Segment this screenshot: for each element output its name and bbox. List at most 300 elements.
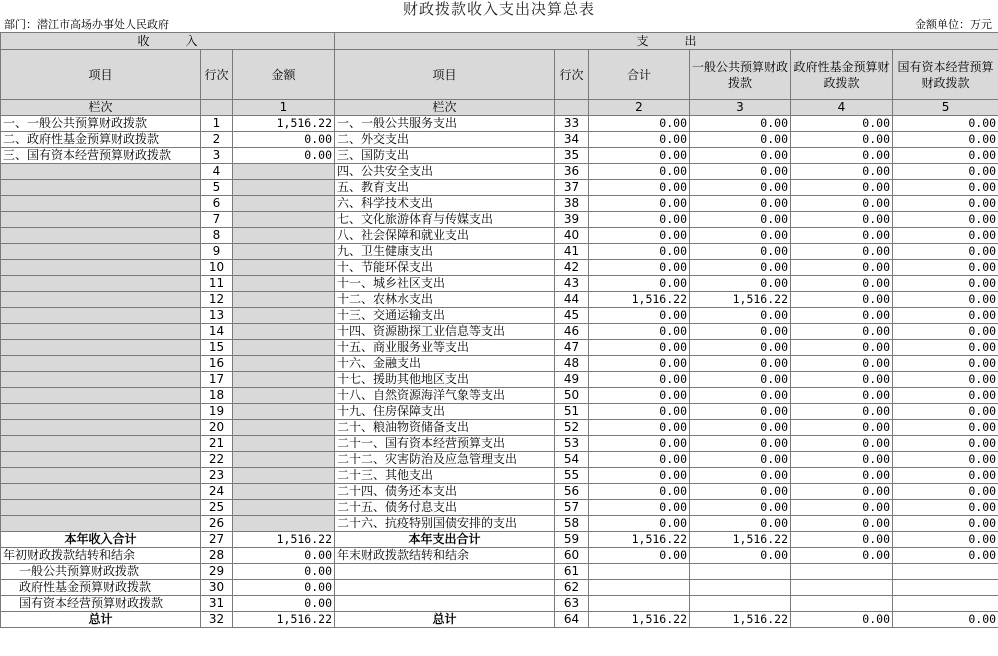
expense-item-cell: 十、节能环保支出 xyxy=(335,260,555,276)
expense-item-cell: 八、社会保障和就业支出 xyxy=(335,228,555,244)
income-line-no: 21 xyxy=(201,436,233,452)
general-value: 0.00 xyxy=(690,228,791,244)
expense-item-cell: 二十三、其他支出 xyxy=(335,468,555,484)
total-value: 0.00 xyxy=(589,132,690,148)
general-value: 0.00 xyxy=(690,468,791,484)
state-capital-value: 0.00 xyxy=(893,548,998,564)
table-row xyxy=(1,260,998,276)
total-value: 0.00 xyxy=(589,436,690,452)
total-value: 0.00 xyxy=(589,484,690,500)
general-budget-header: 一般公共预算财政拨款 xyxy=(690,50,791,100)
state-capital-value: 0.00 xyxy=(893,372,998,388)
gov-fund-header: 政府性基金预算财政拨款 xyxy=(791,50,893,100)
empty-cell xyxy=(893,580,998,596)
income-item-cell xyxy=(1,180,201,196)
expense-item-cell: 十三、交通运输支出 xyxy=(335,308,555,324)
expense-line-no: 40 xyxy=(555,228,589,244)
total-value: 0.00 xyxy=(589,420,690,436)
gov-fund-value: 0.00 xyxy=(791,132,893,148)
expense-line-no: 37 xyxy=(555,180,589,196)
total-value: 0.00 xyxy=(589,404,690,420)
income-line-no: 8 xyxy=(201,228,233,244)
expense-line-no: 55 xyxy=(555,468,589,484)
expense-line-no: 53 xyxy=(555,436,589,452)
expense-line-header: 行次 xyxy=(555,50,589,100)
income-item-cell xyxy=(1,228,201,244)
expense-line-no: 38 xyxy=(555,196,589,212)
general-value: 1,516.22 xyxy=(690,612,791,628)
income-line-header: 行次 xyxy=(201,50,233,100)
table-row xyxy=(1,436,998,452)
state-capital-value: 0.00 xyxy=(893,324,998,340)
expense-line-no: 43 xyxy=(555,276,589,292)
empty-cell xyxy=(690,596,791,612)
expense-item-cell: 二十四、债务还本支出 xyxy=(335,484,555,500)
income-lanci-label: 栏次 xyxy=(1,100,201,116)
gov-fund-value: 0.00 xyxy=(791,612,893,628)
income-carryover-label: 年初财政拨款结转和结余 xyxy=(1,548,201,564)
income-amount-cell xyxy=(233,516,335,532)
income-item-cell xyxy=(1,468,201,484)
expense-line-no: 45 xyxy=(555,308,589,324)
income-item-cell xyxy=(1,388,201,404)
total-value: 0.00 xyxy=(589,308,690,324)
department-label: 部门：潜江市高场办事处人民政府 xyxy=(4,18,169,31)
state-capital-value: 0.00 xyxy=(893,212,998,228)
expense-line-no: 61 xyxy=(555,564,589,580)
table-footer xyxy=(1,532,998,628)
table-row xyxy=(1,196,998,212)
sub-item-amount: 0.00 xyxy=(233,596,335,612)
expense-item-cell: 十六、金融支出 xyxy=(335,356,555,372)
income-amount-cell xyxy=(233,228,335,244)
empty-cell xyxy=(589,564,690,580)
income-amount-cell xyxy=(233,212,335,228)
total-value: 0.00 xyxy=(589,228,690,244)
gov-fund-value: 0.00 xyxy=(791,324,893,340)
income-amount-cell xyxy=(233,452,335,468)
income-item-cell: 二、政府性基金预算财政拨款 xyxy=(1,132,201,148)
income-line-no: 28 xyxy=(201,548,233,564)
expense-line-no: 36 xyxy=(555,164,589,180)
income-line-no: 2 xyxy=(201,132,233,148)
table-row xyxy=(1,308,998,324)
income-item-cell xyxy=(1,484,201,500)
table-row xyxy=(1,244,998,260)
income-amount-cell xyxy=(233,340,335,356)
total-value: 0.00 xyxy=(589,340,690,356)
gov-fund-value: 0.00 xyxy=(791,484,893,500)
general-value: 1,516.22 xyxy=(690,292,791,308)
income-item-cell xyxy=(1,436,201,452)
income-amount-cell xyxy=(233,164,335,180)
income-item-cell: 一、一般公共预算财政拨款 xyxy=(1,116,201,132)
expense-line-no: 41 xyxy=(555,244,589,260)
expense-item-cell: 十四、资源勘探工业信息等支出 xyxy=(335,324,555,340)
gov-fund-value: 0.00 xyxy=(791,196,893,212)
total-value: 0.00 xyxy=(589,276,690,292)
report-meta xyxy=(0,18,998,32)
gov-fund-value: 0.00 xyxy=(791,516,893,532)
table-row xyxy=(1,420,998,436)
income-item-cell: 三、国有资本经营预算财政拨款 xyxy=(1,148,201,164)
expense-item-cell: 十八、自然资源海洋气象等支出 xyxy=(335,388,555,404)
state-capital-value: 0.00 xyxy=(893,132,998,148)
state-capital-value: 0.00 xyxy=(893,196,998,212)
income-line-no: 29 xyxy=(201,564,233,580)
income-line-no: 22 xyxy=(201,452,233,468)
general-value: 0.00 xyxy=(690,276,791,292)
state-capital-value: 0.00 xyxy=(893,452,998,468)
income-item-cell xyxy=(1,372,201,388)
total-value: 0.00 xyxy=(589,212,690,228)
empty-cell xyxy=(335,564,555,580)
general-value: 0.00 xyxy=(690,548,791,564)
expense-line-no: 47 xyxy=(555,340,589,356)
income-amount-cell xyxy=(233,372,335,388)
gov-fund-value: 0.00 xyxy=(791,532,893,548)
income-line-no: 16 xyxy=(201,356,233,372)
income-item-cell xyxy=(1,260,201,276)
empty-cell xyxy=(335,596,555,612)
income-amount-cell xyxy=(233,356,335,372)
income-line-no: 6 xyxy=(201,196,233,212)
general-value: 0.00 xyxy=(690,404,791,420)
income-amount-cell: 0.00 xyxy=(233,132,335,148)
income-item-cell xyxy=(1,276,201,292)
state-capital-value: 0.00 xyxy=(893,468,998,484)
empty-cell xyxy=(791,596,893,612)
expense-line-no: 58 xyxy=(555,516,589,532)
gov-fund-value: 0.00 xyxy=(791,228,893,244)
state-capital-value: 0.00 xyxy=(893,532,998,548)
empty-cell xyxy=(893,564,998,580)
table-row xyxy=(1,276,998,292)
table-row xyxy=(1,500,998,516)
expense-total-label: 本年支出合计 xyxy=(335,532,555,548)
income-item-cell xyxy=(1,356,201,372)
general-value: 0.00 xyxy=(690,260,791,276)
expense-line-no: 64 xyxy=(555,612,589,628)
gov-fund-value: 0.00 xyxy=(791,164,893,180)
table-row xyxy=(1,132,998,148)
income-line-no: 11 xyxy=(201,276,233,292)
general-value: 0.00 xyxy=(690,116,791,132)
state-capital-value: 0.00 xyxy=(893,612,998,628)
col-index-1: 1 xyxy=(233,100,335,116)
expense-line-no: 34 xyxy=(555,132,589,148)
total-value: 0.00 xyxy=(589,196,690,212)
general-value: 0.00 xyxy=(690,420,791,436)
carryover-sub-row xyxy=(1,580,998,596)
expense-line-no: 60 xyxy=(555,548,589,564)
income-carryover-amount: 0.00 xyxy=(233,548,335,564)
table-row xyxy=(1,324,998,340)
gov-fund-value: 0.00 xyxy=(791,500,893,516)
carryover-row xyxy=(1,548,998,564)
expense-item-cell: 十一、城乡社区支出 xyxy=(335,276,555,292)
income-line-no: 12 xyxy=(201,292,233,308)
state-capital-value: 0.00 xyxy=(893,292,998,308)
income-grand-total-label: 总计 xyxy=(1,612,201,628)
income-line-no: 3 xyxy=(201,148,233,164)
col-index-4: 4 xyxy=(791,100,893,116)
expense-grand-total-label: 总计 xyxy=(335,612,555,628)
general-value: 0.00 xyxy=(690,132,791,148)
expense-line-no: 51 xyxy=(555,404,589,420)
income-total-amount: 1,516.22 xyxy=(233,532,335,548)
expense-item-cell: 二十、粮油物资储备支出 xyxy=(335,420,555,436)
income-amount-cell xyxy=(233,468,335,484)
state-capital-value: 0.00 xyxy=(893,260,998,276)
table-row xyxy=(1,228,998,244)
total-value: 0.00 xyxy=(589,548,690,564)
total-value: 0.00 xyxy=(589,164,690,180)
table-row xyxy=(1,340,998,356)
income-item-cell xyxy=(1,340,201,356)
gov-fund-value: 0.00 xyxy=(791,436,893,452)
empty-cell xyxy=(893,596,998,612)
income-amount-cell xyxy=(233,436,335,452)
sub-item-label: 一般公共预算财政拨款 xyxy=(1,564,201,580)
table-row xyxy=(1,388,998,404)
expense-line-no: 57 xyxy=(555,500,589,516)
income-amount-cell xyxy=(233,484,335,500)
col-index-3: 3 xyxy=(690,100,791,116)
table-row xyxy=(1,372,998,388)
income-item-cell xyxy=(1,452,201,468)
table-row xyxy=(1,292,998,308)
expense-item-cell: 三、国防支出 xyxy=(335,148,555,164)
expense-line-no: 46 xyxy=(555,324,589,340)
gov-fund-value: 0.00 xyxy=(791,452,893,468)
state-capital-value: 0.00 xyxy=(893,164,998,180)
state-capital-value: 0.00 xyxy=(893,500,998,516)
state-capital-value: 0.00 xyxy=(893,244,998,260)
general-value: 0.00 xyxy=(690,148,791,164)
income-amount-header: 金额 xyxy=(233,50,335,100)
expense-line-no: 52 xyxy=(555,420,589,436)
grand-total-row xyxy=(1,612,998,628)
income-item-cell xyxy=(1,292,201,308)
gov-fund-value: 0.00 xyxy=(791,420,893,436)
expense-item-cell: 二十六、抗疫特别国债安排的支出 xyxy=(335,516,555,532)
total-value: 1,516.22 xyxy=(589,292,690,308)
expense-item-cell: 二十二、灾害防治及应急管理支出 xyxy=(335,452,555,468)
empty-cell xyxy=(335,580,555,596)
expense-line-no: 63 xyxy=(555,596,589,612)
expense-item-cell: 二、外交支出 xyxy=(335,132,555,148)
sub-item-amount: 0.00 xyxy=(233,564,335,580)
expense-line-no: 56 xyxy=(555,484,589,500)
unit-label: 金额单位：万元 xyxy=(915,18,992,31)
general-value: 0.00 xyxy=(690,308,791,324)
income-line-no: 32 xyxy=(201,612,233,628)
empty-cell xyxy=(690,564,791,580)
general-value: 0.00 xyxy=(690,164,791,180)
income-item-cell xyxy=(1,308,201,324)
income-section-header: 收 入 xyxy=(1,33,335,50)
state-capital-value: 0.00 xyxy=(893,420,998,436)
expense-item-cell: 九、卫生健康支出 xyxy=(335,244,555,260)
total-value: 0.00 xyxy=(589,468,690,484)
general-value: 0.00 xyxy=(690,436,791,452)
total-value: 0.00 xyxy=(589,260,690,276)
income-line-no: 25 xyxy=(201,500,233,516)
empty-cell xyxy=(589,596,690,612)
income-grand-total-amount: 1,516.22 xyxy=(233,612,335,628)
general-value: 0.00 xyxy=(690,452,791,468)
expense-line-no: 35 xyxy=(555,148,589,164)
income-amount-cell xyxy=(233,308,335,324)
gov-fund-value: 0.00 xyxy=(791,180,893,196)
table-body xyxy=(1,116,998,532)
expense-line-no: 49 xyxy=(555,372,589,388)
income-line-no: 27 xyxy=(201,532,233,548)
state-capital-value: 0.00 xyxy=(893,516,998,532)
table-row xyxy=(1,212,998,228)
table-row xyxy=(1,468,998,484)
income-line-no: 19 xyxy=(201,404,233,420)
expense-line-no: 54 xyxy=(555,452,589,468)
expense-line-no: 44 xyxy=(555,292,589,308)
state-capital-value: 0.00 xyxy=(893,228,998,244)
total-value: 0.00 xyxy=(589,452,690,468)
general-value: 0.00 xyxy=(690,196,791,212)
income-amount-cell xyxy=(233,404,335,420)
general-value: 0.00 xyxy=(690,212,791,228)
expense-lanci-label: 栏次 xyxy=(335,100,555,116)
total-value: 0.00 xyxy=(589,244,690,260)
general-value: 0.00 xyxy=(690,500,791,516)
total-value: 1,516.22 xyxy=(589,532,690,548)
header-index-row xyxy=(1,100,998,116)
income-line-no: 15 xyxy=(201,340,233,356)
gov-fund-value: 0.00 xyxy=(791,356,893,372)
total-value: 0.00 xyxy=(589,356,690,372)
state-capital-value: 0.00 xyxy=(893,356,998,372)
income-line-no: 18 xyxy=(201,388,233,404)
income-amount-cell xyxy=(233,276,335,292)
gov-fund-value: 0.00 xyxy=(791,276,893,292)
income-line-no: 26 xyxy=(201,516,233,532)
table-row xyxy=(1,452,998,468)
total-value: 0.00 xyxy=(589,372,690,388)
total-header: 合计 xyxy=(589,50,690,100)
total-value: 0.00 xyxy=(589,388,690,404)
gov-fund-value: 0.00 xyxy=(791,548,893,564)
income-line-no: 24 xyxy=(201,484,233,500)
expense-item-cell: 十五、商业服务业等支出 xyxy=(335,340,555,356)
expense-item-cell: 十七、援助其他地区支出 xyxy=(335,372,555,388)
income-amount-cell xyxy=(233,180,335,196)
empty-cell xyxy=(690,580,791,596)
gov-fund-value: 0.00 xyxy=(791,388,893,404)
gov-fund-value: 0.00 xyxy=(791,260,893,276)
expense-item-header: 项目 xyxy=(335,50,555,100)
empty-cell xyxy=(555,100,589,116)
state-capital-value: 0.00 xyxy=(893,276,998,292)
gov-fund-value: 0.00 xyxy=(791,372,893,388)
general-value: 0.00 xyxy=(690,388,791,404)
table-row xyxy=(1,164,998,180)
state-capital-value: 0.00 xyxy=(893,484,998,500)
gov-fund-value: 0.00 xyxy=(791,340,893,356)
state-capital-value: 0.00 xyxy=(893,308,998,324)
empty-cell xyxy=(791,564,893,580)
table-row xyxy=(1,148,998,164)
state-capital-value: 0.00 xyxy=(893,180,998,196)
income-amount-cell xyxy=(233,244,335,260)
income-line-no: 31 xyxy=(201,596,233,612)
empty-cell xyxy=(589,580,690,596)
income-amount-cell xyxy=(233,292,335,308)
expense-item-cell: 二十一、国有资本经营预算支出 xyxy=(335,436,555,452)
state-capital-value: 0.00 xyxy=(893,340,998,356)
total-value: 0.00 xyxy=(589,500,690,516)
gov-fund-value: 0.00 xyxy=(791,468,893,484)
header-columns-row xyxy=(1,50,998,100)
general-value: 0.00 xyxy=(690,324,791,340)
general-value: 0.00 xyxy=(690,244,791,260)
table-row xyxy=(1,116,998,132)
income-item-cell xyxy=(1,244,201,260)
general-value: 0.00 xyxy=(690,180,791,196)
expense-section-header: 支 出 xyxy=(335,33,998,50)
gov-fund-value: 0.00 xyxy=(791,308,893,324)
sub-item-amount: 0.00 xyxy=(233,580,335,596)
general-value: 0.00 xyxy=(690,516,791,532)
expense-line-no: 59 xyxy=(555,532,589,548)
expense-line-no: 62 xyxy=(555,580,589,596)
total-value: 0.00 xyxy=(589,116,690,132)
income-amount-cell: 1,516.22 xyxy=(233,116,335,132)
expense-item-cell: 六、科学技术支出 xyxy=(335,196,555,212)
expense-item-cell: 四、公共安全支出 xyxy=(335,164,555,180)
expense-item-cell: 一、一般公共服务支出 xyxy=(335,116,555,132)
gov-fund-value: 0.00 xyxy=(791,404,893,420)
income-line-no: 30 xyxy=(201,580,233,596)
income-amount-cell: 0.00 xyxy=(233,148,335,164)
general-value: 0.00 xyxy=(690,372,791,388)
col-index-2: 2 xyxy=(589,100,690,116)
state-capital-header: 国有资本经营预算财政拨款 xyxy=(893,50,998,100)
total-value: 1,516.22 xyxy=(589,612,690,628)
income-item-cell xyxy=(1,500,201,516)
sub-item-label: 国有资本经营预算财政拨款 xyxy=(1,596,201,612)
expense-item-cell: 五、教育支出 xyxy=(335,180,555,196)
income-line-no: 5 xyxy=(201,180,233,196)
income-line-no: 17 xyxy=(201,372,233,388)
table-row xyxy=(1,356,998,372)
report-title: 财政拨款收入支出决算总表 xyxy=(402,0,595,18)
expense-item-cell: 十九、住房保障支出 xyxy=(335,404,555,420)
income-line-no: 4 xyxy=(201,164,233,180)
table-row xyxy=(1,516,998,532)
income-item-cell xyxy=(1,196,201,212)
income-line-no: 7 xyxy=(201,212,233,228)
income-total-label: 本年收入合计 xyxy=(1,532,201,548)
year-total-row xyxy=(1,532,998,548)
table-row xyxy=(1,484,998,500)
budget-table xyxy=(0,32,998,628)
income-amount-cell xyxy=(233,420,335,436)
income-item-cell xyxy=(1,212,201,228)
expense-line-no: 33 xyxy=(555,116,589,132)
expense-line-no: 48 xyxy=(555,356,589,372)
expense-item-cell: 二十五、债务付息支出 xyxy=(335,500,555,516)
expense-line-no: 39 xyxy=(555,212,589,228)
